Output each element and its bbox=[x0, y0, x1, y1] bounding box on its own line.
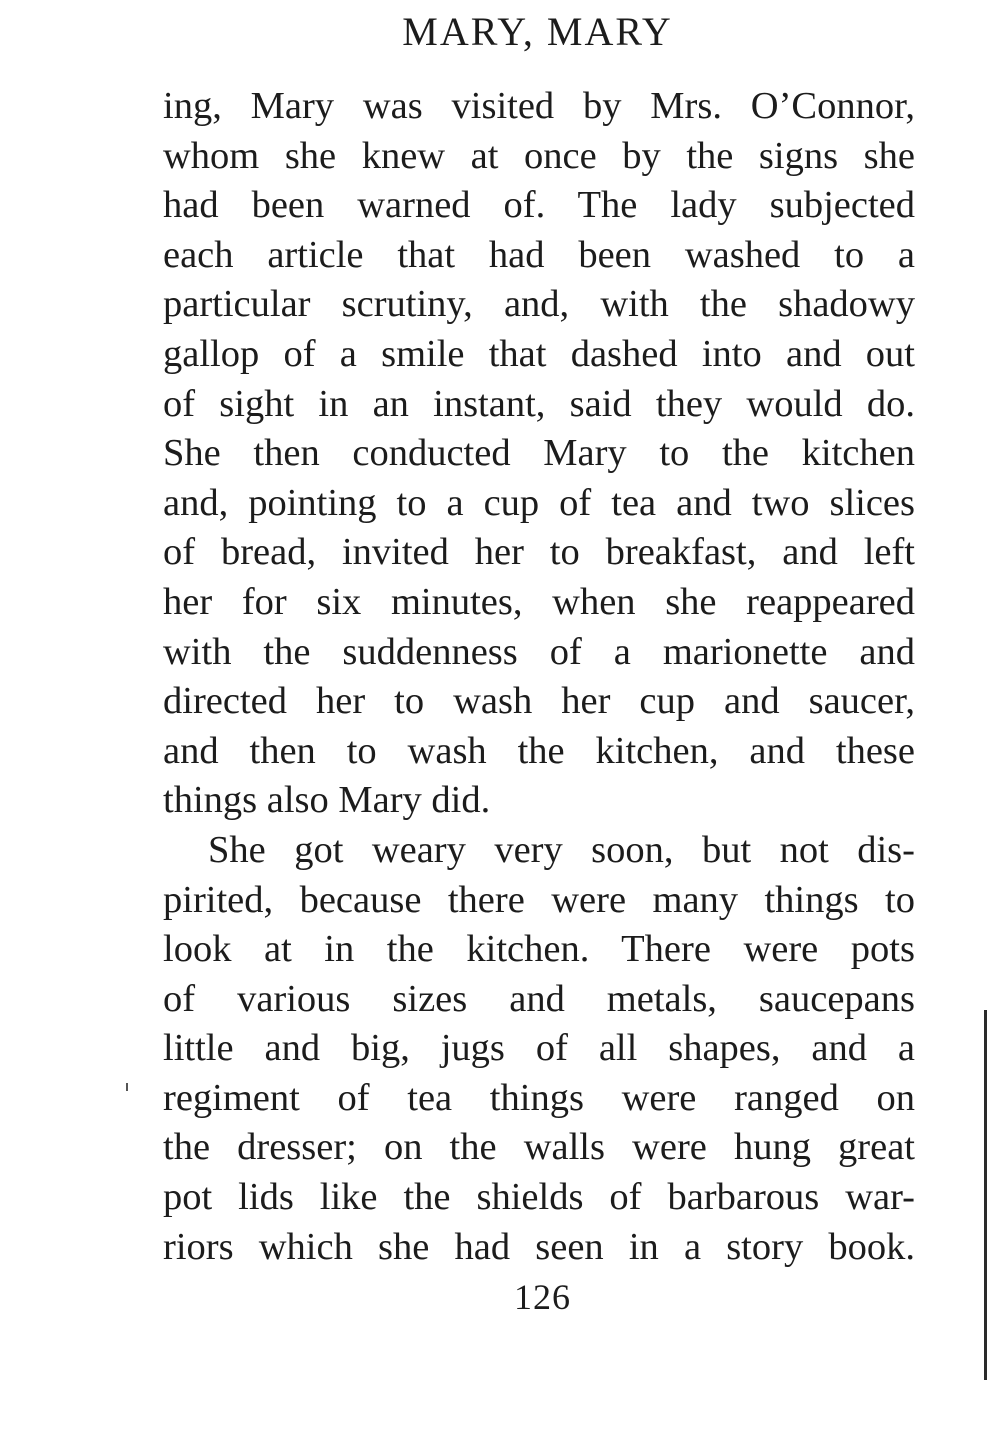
text-line: with the suddenness of a marionette and bbox=[163, 630, 915, 673]
text-line: She then conducted Mary to the kitchen bbox=[163, 432, 915, 475]
body-text bbox=[163, 82, 915, 1272]
text-line: of sight in an instant, said they would do. bbox=[163, 382, 915, 425]
text-line: of various sizes and metals, saucepans bbox=[163, 977, 915, 1020]
text-line: each article that had been washed to a bbox=[163, 233, 915, 276]
text-line: of bread, invited her to breakfast, and left bbox=[163, 531, 915, 574]
text-line: had been warned of. The lady subjected bbox=[163, 184, 915, 227]
text-line: and, pointing to a cup of tea and two slices bbox=[163, 481, 915, 524]
text-line: pot lids like the shields of barbarous war- bbox=[163, 1176, 915, 1219]
scan-edge-line bbox=[984, 1010, 987, 1380]
text-line: directed her to wash her cup and saucer, bbox=[163, 680, 915, 723]
text-line: and then to wash the kitchen, and these bbox=[163, 729, 915, 772]
text-line: regiment of tea things were ranged on bbox=[163, 1076, 915, 1119]
text-line: whom she knew at once by the signs she bbox=[163, 134, 915, 177]
text-line: gallop of a smile that dashed into and out bbox=[163, 332, 915, 375]
paragraph bbox=[163, 826, 915, 1272]
page-number: 126 bbox=[514, 1277, 571, 1317]
running-head: MARY, MARY bbox=[402, 9, 673, 54]
text-line: particular scrutiny, and, with the shadowy bbox=[163, 283, 915, 326]
scan-speck bbox=[126, 1083, 128, 1091]
text-line: little and big, jugs of all shapes, and a bbox=[163, 1027, 915, 1070]
text-line: things also Mary did. bbox=[163, 779, 491, 822]
text-line: look at in the kitchen. There were pots bbox=[163, 928, 915, 971]
text-line: her for six minutes, when she reappeared bbox=[163, 580, 915, 623]
text-line: pirited, because there were many things to bbox=[163, 878, 915, 921]
text-line: riors which she had seen in a story book. bbox=[163, 1225, 915, 1268]
text-line: She got weary very soon, but not dis- bbox=[208, 828, 915, 871]
text-line: ing, Mary was visited by Mrs. O’Connor, bbox=[163, 85, 915, 127]
paragraph bbox=[163, 82, 915, 826]
text-line: the dresser; on the walls were hung great bbox=[163, 1126, 915, 1169]
